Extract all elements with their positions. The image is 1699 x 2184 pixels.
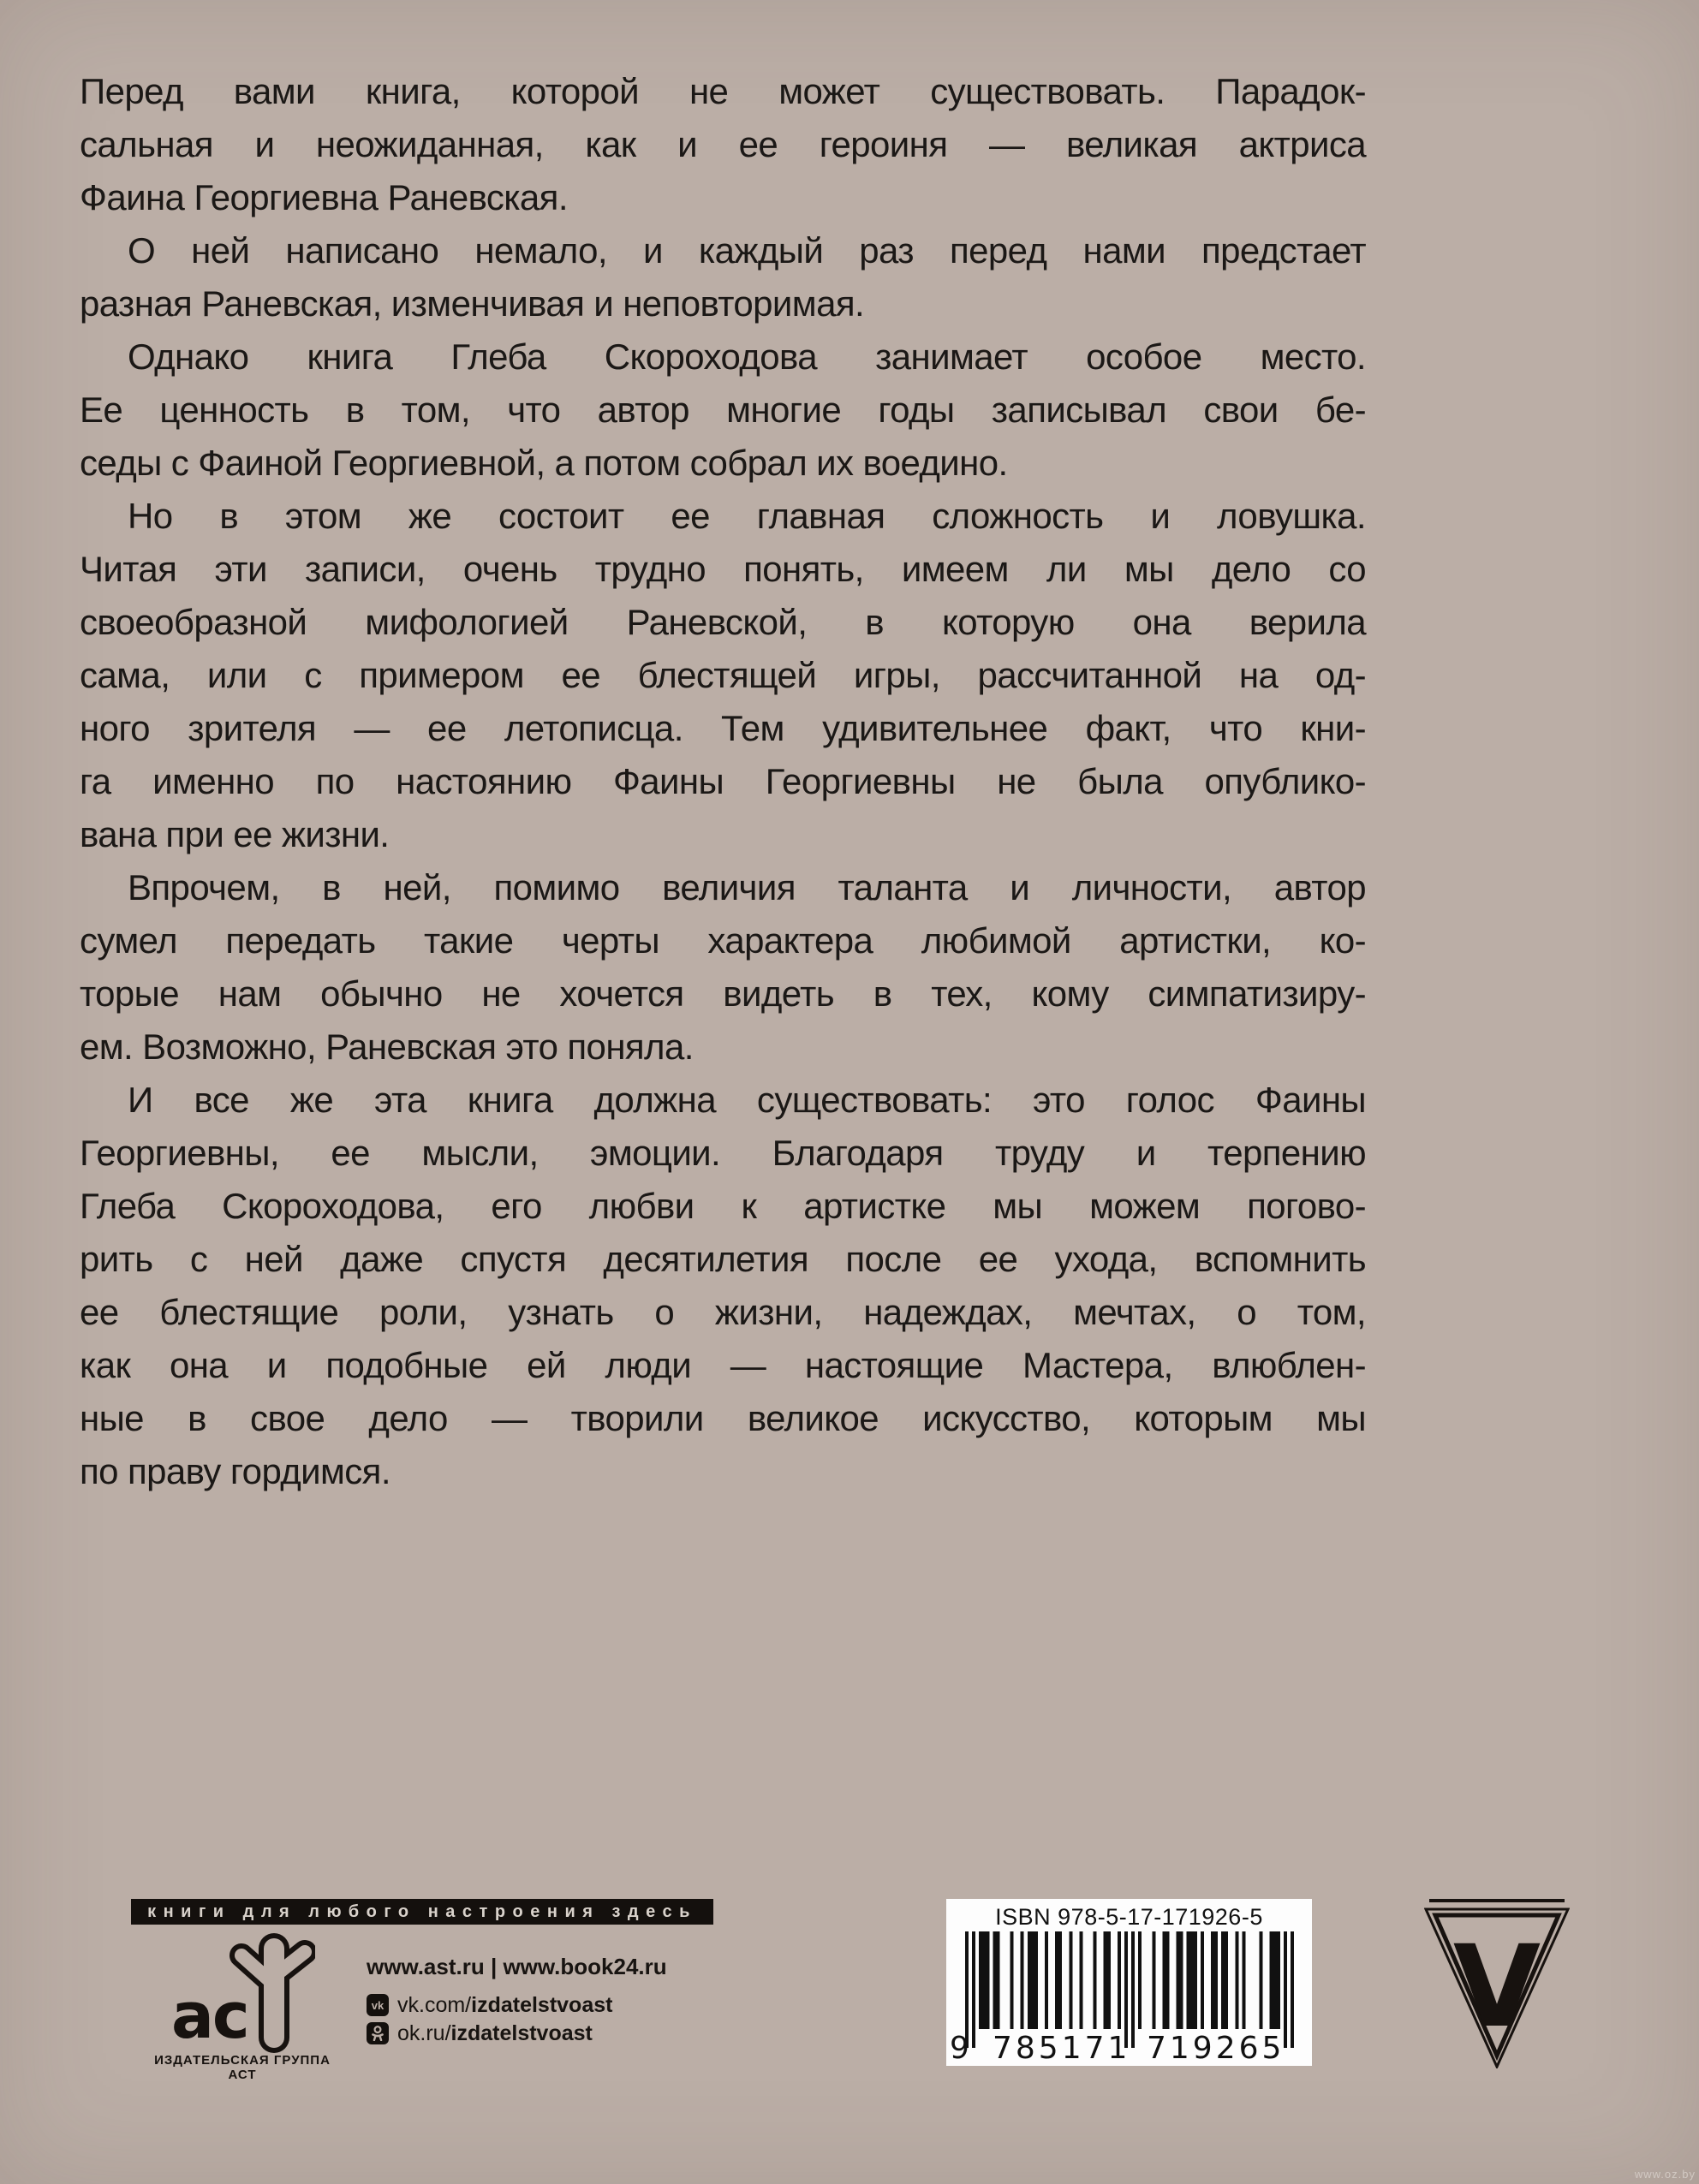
text-line: торые нам обычно не хочется видеть в тех, кому симпатизиру- bbox=[80, 973, 1366, 1014]
text-line: ем. Возможно, Раневская это поняла. bbox=[80, 1027, 694, 1067]
text-line: Однако книга Глеба Скороходова занимает особое место. bbox=[128, 336, 1366, 377]
text-line: как она и подобные ей люди — настоящие Мастера, влюблен- bbox=[80, 1345, 1366, 1385]
vk-link-row bbox=[367, 1992, 667, 2018]
text-line: сумел передать такие черты характера любимой артистки, ко- bbox=[80, 920, 1366, 961]
text-line: Читая эти записи, очень трудно понять, имеем ли мы дело со bbox=[80, 549, 1366, 589]
text-line: сальная и неожиданная, как и ее героиня — великая актриса bbox=[80, 124, 1366, 164]
slogan-banner: книги для любого настроения здесь bbox=[131, 1899, 713, 1925]
vk-icon: vk bbox=[367, 1994, 389, 2016]
barcode-digit-group: 719265 bbox=[1147, 2031, 1285, 2066]
text-line: га именно по настоянию Фаины Георгиевны не была опублико- bbox=[80, 761, 1366, 801]
text-line: И все же эта книга должна существовать: это голос Фаины bbox=[128, 1080, 1366, 1120]
ok-link-row bbox=[367, 2020, 667, 2046]
text-line: Георгиевны, ее мысли, эмоции. Благодаря труду и терпению bbox=[80, 1133, 1366, 1173]
ok-icon bbox=[367, 2022, 389, 2044]
text-line: ного зрителя — ее летописца. Тем удивительнее факт, что кни- bbox=[80, 708, 1366, 748]
v-logo-top-line bbox=[1429, 1899, 1565, 1902]
text-line: Глеба Скороходова, его любви к артистке мы можем погово- bbox=[80, 1186, 1366, 1226]
publisher-websites: www.ast.ru | www.book24.ru bbox=[367, 1954, 667, 1979]
text-line: Перед вами книга, которой не может существовать. Парадок- bbox=[80, 71, 1366, 111]
text-line: разная Раневская, изменчивая и неповторимая. bbox=[80, 283, 865, 324]
barcode-digit-group: 9 bbox=[950, 2031, 969, 2066]
isbn-number: ISBN 978-5-17-171926-5 bbox=[995, 1904, 1263, 1930]
ast-publisher-logo bbox=[170, 1928, 315, 2056]
ok-link: ok.ru/izdatelstvoast bbox=[397, 2020, 593, 2045]
text-line: вана при ее жизни. bbox=[80, 814, 390, 854]
text-line: Впрочем, в ней, помимо величия таланта и личности, автор bbox=[128, 867, 1366, 908]
text-line: седы с Фаиной Георгиевной, а потом собрал их воедино. bbox=[80, 443, 1008, 483]
text-line: рить с ней даже спустя десятилетия после ее ухода, вспомнить bbox=[80, 1239, 1366, 1279]
v-imprint-logo bbox=[1424, 1897, 1570, 2068]
text-line: Но в этом же состоит ее главная сложность и ловушка. bbox=[128, 496, 1366, 536]
vk-link: vk.com/izdatelstvoast bbox=[397, 1992, 613, 2017]
store-watermark: www.oz.by bbox=[1634, 2168, 1696, 2181]
publisher-caption: ИЗДАТЕЛЬСКАЯ ГРУППА АСТ bbox=[154, 2053, 331, 2082]
text-line: своеобразной мифологией Раневской, в которую она верила bbox=[80, 602, 1366, 642]
cactus-icon bbox=[241, 1949, 305, 2038]
text-line: Фаина Георгиевна Раневская. bbox=[80, 177, 568, 217]
ast-logo-word: ас bbox=[171, 1979, 248, 2053]
barcode-digit-group: 785171 bbox=[993, 2031, 1131, 2066]
v-letter: V bbox=[1452, 1921, 1541, 2053]
text-line: по праву гордимся. bbox=[80, 1451, 390, 1491]
isbn-barcode-block bbox=[946, 1899, 1312, 2066]
annotation-text bbox=[80, 65, 1366, 1498]
publisher-links bbox=[367, 1954, 667, 2049]
text-line: ее блестящие роли, узнать о жизни, надеждах, мечтах, о том, bbox=[80, 1292, 1366, 1332]
text-line: ные в свое дело — творили великое искусство, которым мы bbox=[80, 1398, 1366, 1438]
text-line: О ней написано немало, и каждый раз перед нами предстает bbox=[128, 230, 1366, 271]
text-line: сама, или с примером ее блестящей игры, рассчитанной на од- bbox=[80, 655, 1366, 695]
text-line: Ее ценность в том, что автор многие годы записывал свои бе- bbox=[80, 390, 1366, 430]
